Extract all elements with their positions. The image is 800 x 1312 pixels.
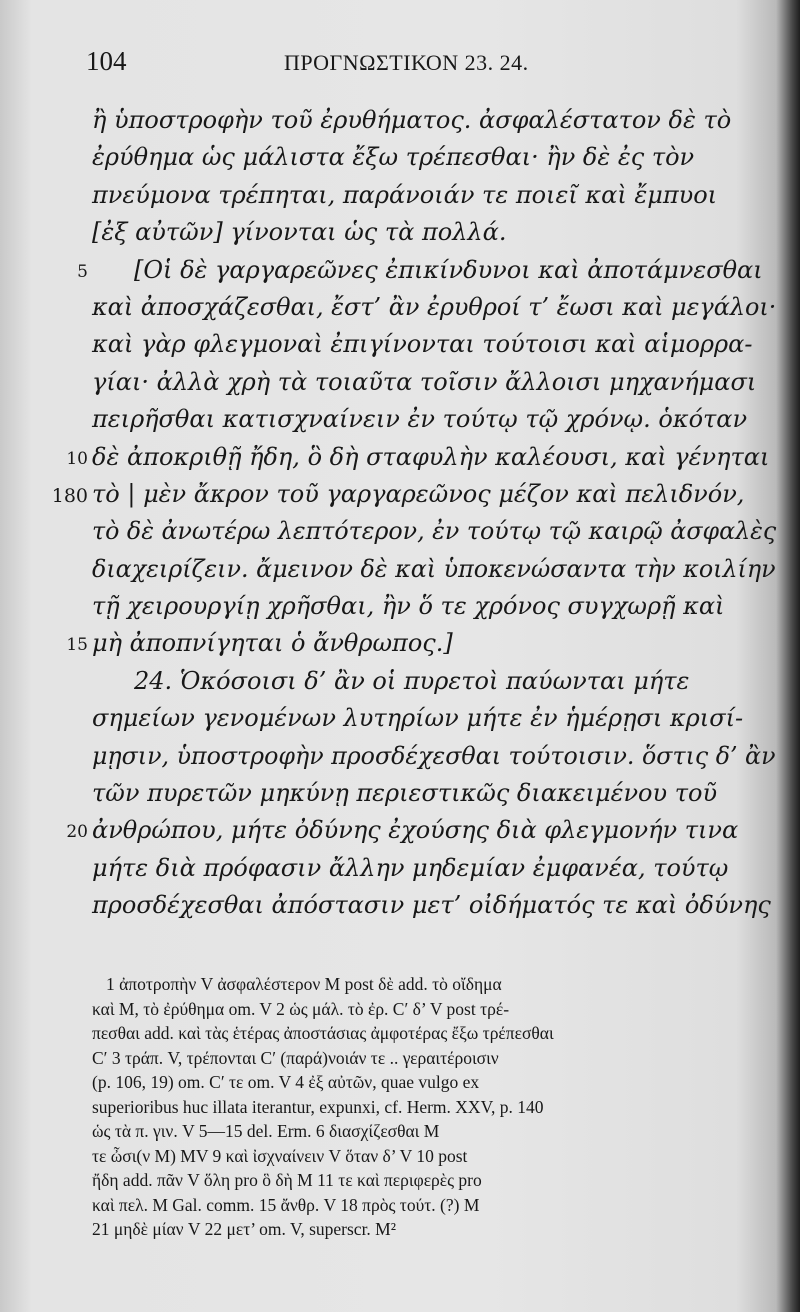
text-line [48,439,778,476]
line-text: πνεύμονα τρέπηται, παράνοιάν τε ποιεῖ καὶ ἔμπυοι [92,180,718,209]
line-text: πειρῆσθαι κατισχναίνειν ἐν τούτῳ τῷ χρόνῳ. ὁκόταν [92,405,748,434]
line-text: τῶν πυρετῶν μηκύνῃ περιεστικῶς διακειμένου τοῦ [92,779,718,808]
line-text: τῇ χειρουργίῃ χρῆσθαι, ἢν ὅ τε χρόνος συγχωρῇ καὶ [92,592,725,621]
apparatus-line: τε ὦσι(ν M) MV 9 καὶ ἰσχναίνειν V ὅταν δ’ V 10 post [92,1145,468,1166]
line-text: καὶ ἀποσχάζεσθαι, ἔστ’ ἂν ἐρυθροί τ’ ἔωσι καὶ μεγάλοι· [92,292,777,321]
apparatus-line: 21 μηδὲ μίαν V 22 μετ’ om. V, superscr. M² [92,1219,396,1239]
line-text: τὸ δὲ ἀνωτέρω λεπτότερον, ἐν τούτῳ τῷ καιρῷ ἀσφαλὲς [92,517,777,546]
text-line [48,625,778,662]
text-line [48,551,778,588]
line-text: καὶ γὰρ φλεγμοναὶ ἐπιγίνονται τούτοισι καὶ αἱμορρα- [92,330,753,359]
text-line [48,252,778,289]
page-header [86,46,746,86]
apparatus-line: καὶ πελ. M Gal. comm. 15 ἄνθρ. V 18 πρὸς τούτ. (?) M [92,1194,480,1215]
text-line [48,401,778,438]
line-text: [Οἱ δὲ γαργαρεῶνες ἐπικίνδυνοι καὶ ἀποτάμνεσθαι [134,255,763,284]
text-line [48,289,778,326]
critical-apparatus [92,972,782,1242]
line-text: μὴ ἀποπνίγηται ὁ ἄνθρωπος.] [92,629,453,658]
apparatus-line: C′ 3 τράπ. V, τρέπονται C′ (παρά)νοιάν τε .. γεραιτέροισιν [92,1047,499,1068]
text-line [48,700,778,737]
line-text: μῃσιν, ὑποστροφὴν προσδέχεσθαι τούτοισιν. ὅστις δ’ ἂν [92,741,776,770]
main-text [48,102,778,925]
line-number: 10 [66,448,88,469]
text-line [48,364,778,401]
line-text: ἀνθρώπου, μήτε ὀδύνης ἐχούσης διὰ φλεγμονήν τινα [92,816,739,845]
line-text: μήτε διὰ πρόφασιν ἄλλην μηδεμίαν ἐμφανέα, τούτῳ [92,853,729,882]
text-line [48,326,778,363]
text-line [48,850,778,887]
text-line [48,588,778,625]
line-number: 15 [66,635,88,656]
line-text: διαχειρίζειν. ἄμεινον δὲ καὶ ὑποκενώσαντα τὴν κοιλίην [92,554,776,583]
line-text: τὸ | μὲν ἄκρον τοῦ γαργαρεῶνος μέζον καὶ πελιδνόν, [92,479,745,508]
text-line [48,177,778,214]
text-line [48,738,778,775]
text-line [48,476,778,513]
text-line [48,102,778,139]
apparatus-line: 1 ἀποτροπὴν V ἀσφαλέστερον M post δὲ add. τὸ οἴδημα [106,974,502,994]
line-number: 5 [77,261,88,282]
line-text: σημείων γενομένων λυτηρίων μήτε ἐν ἡμέρῃσι κρισί- [92,704,744,733]
page-number: 104 [86,46,127,76]
text-line [48,812,778,849]
text-line [48,775,778,812]
apparatus-line: (p. 106, 19) om. C′ τε om. V 4 ἐξ αὐτῶν, quae vulgo ex [92,1072,480,1092]
line-number: 20 [66,822,88,843]
line-text: [ἐξ αὐτῶν] γίνονται ὡς τὰ πολλά. [92,218,507,247]
text-line [48,663,778,700]
line-text: προσδέχεσθαι ἀπόστασιν μετ’ οἰδήματός τε καὶ ὀδύνης [92,891,771,920]
apparatus-line: πεσθαι add. καὶ τὰς ἑτέρας ἀποστάσιας ἀμφοτέρας ἔξω τρέπεσθαι [92,1023,554,1043]
apparatus-line: ὡς τὰ π. γιν. V 5—15 del. Erm. 6 διασχίζεσθαι M [92,1121,440,1141]
apparatus-line: superioribus huc illata iterantur, expunxi, cf. Herm. XXV, p. 140 [92,1096,544,1117]
text-line [48,214,778,251]
apparatus-line: ἤδη add. πᾶν V ὅλη pro ὃ δὴ M 11 τε καὶ περιφερὲς pro [92,1170,482,1190]
text-line [48,513,778,550]
line-text: ἢ ὑποστροφὴν τοῦ ἐρυθήματος. ἀσφαλέστατον δὲ τὸ [92,106,732,134]
page-reference-number: 180 [51,484,88,507]
running-title: ΠΡΟΓΝΩΣΤΙΚΟΝ 23. 24. [284,50,529,75]
line-text: 24. Ὁκόσοισι δ’ ἂν οἱ πυρετοὶ παύωνται μήτε [134,666,690,695]
apparatus-line: καὶ M, τὸ ἐρύθημα om. V 2 ὡς μάλ. τὸ ἐρ. C′ δ’ V post τρέ- [92,998,510,1019]
text-line [48,139,778,176]
text-line [48,887,778,924]
line-text: ἐρύθημα ὡς μάλιστα ἔξω τρέπεσθαι· ἢν δὲ ἐς τὸν [92,143,695,172]
line-text: δὲ ἀποκριθῇ ἤδη, ὃ δὴ σταφυλὴν καλέουσι, καὶ γένηται [92,442,770,471]
line-text: γίαι· ἀλλὰ χρὴ τὰ τοιαῦτα τοῖσιν ἄλλοισι μηχανήμασι [92,367,757,396]
